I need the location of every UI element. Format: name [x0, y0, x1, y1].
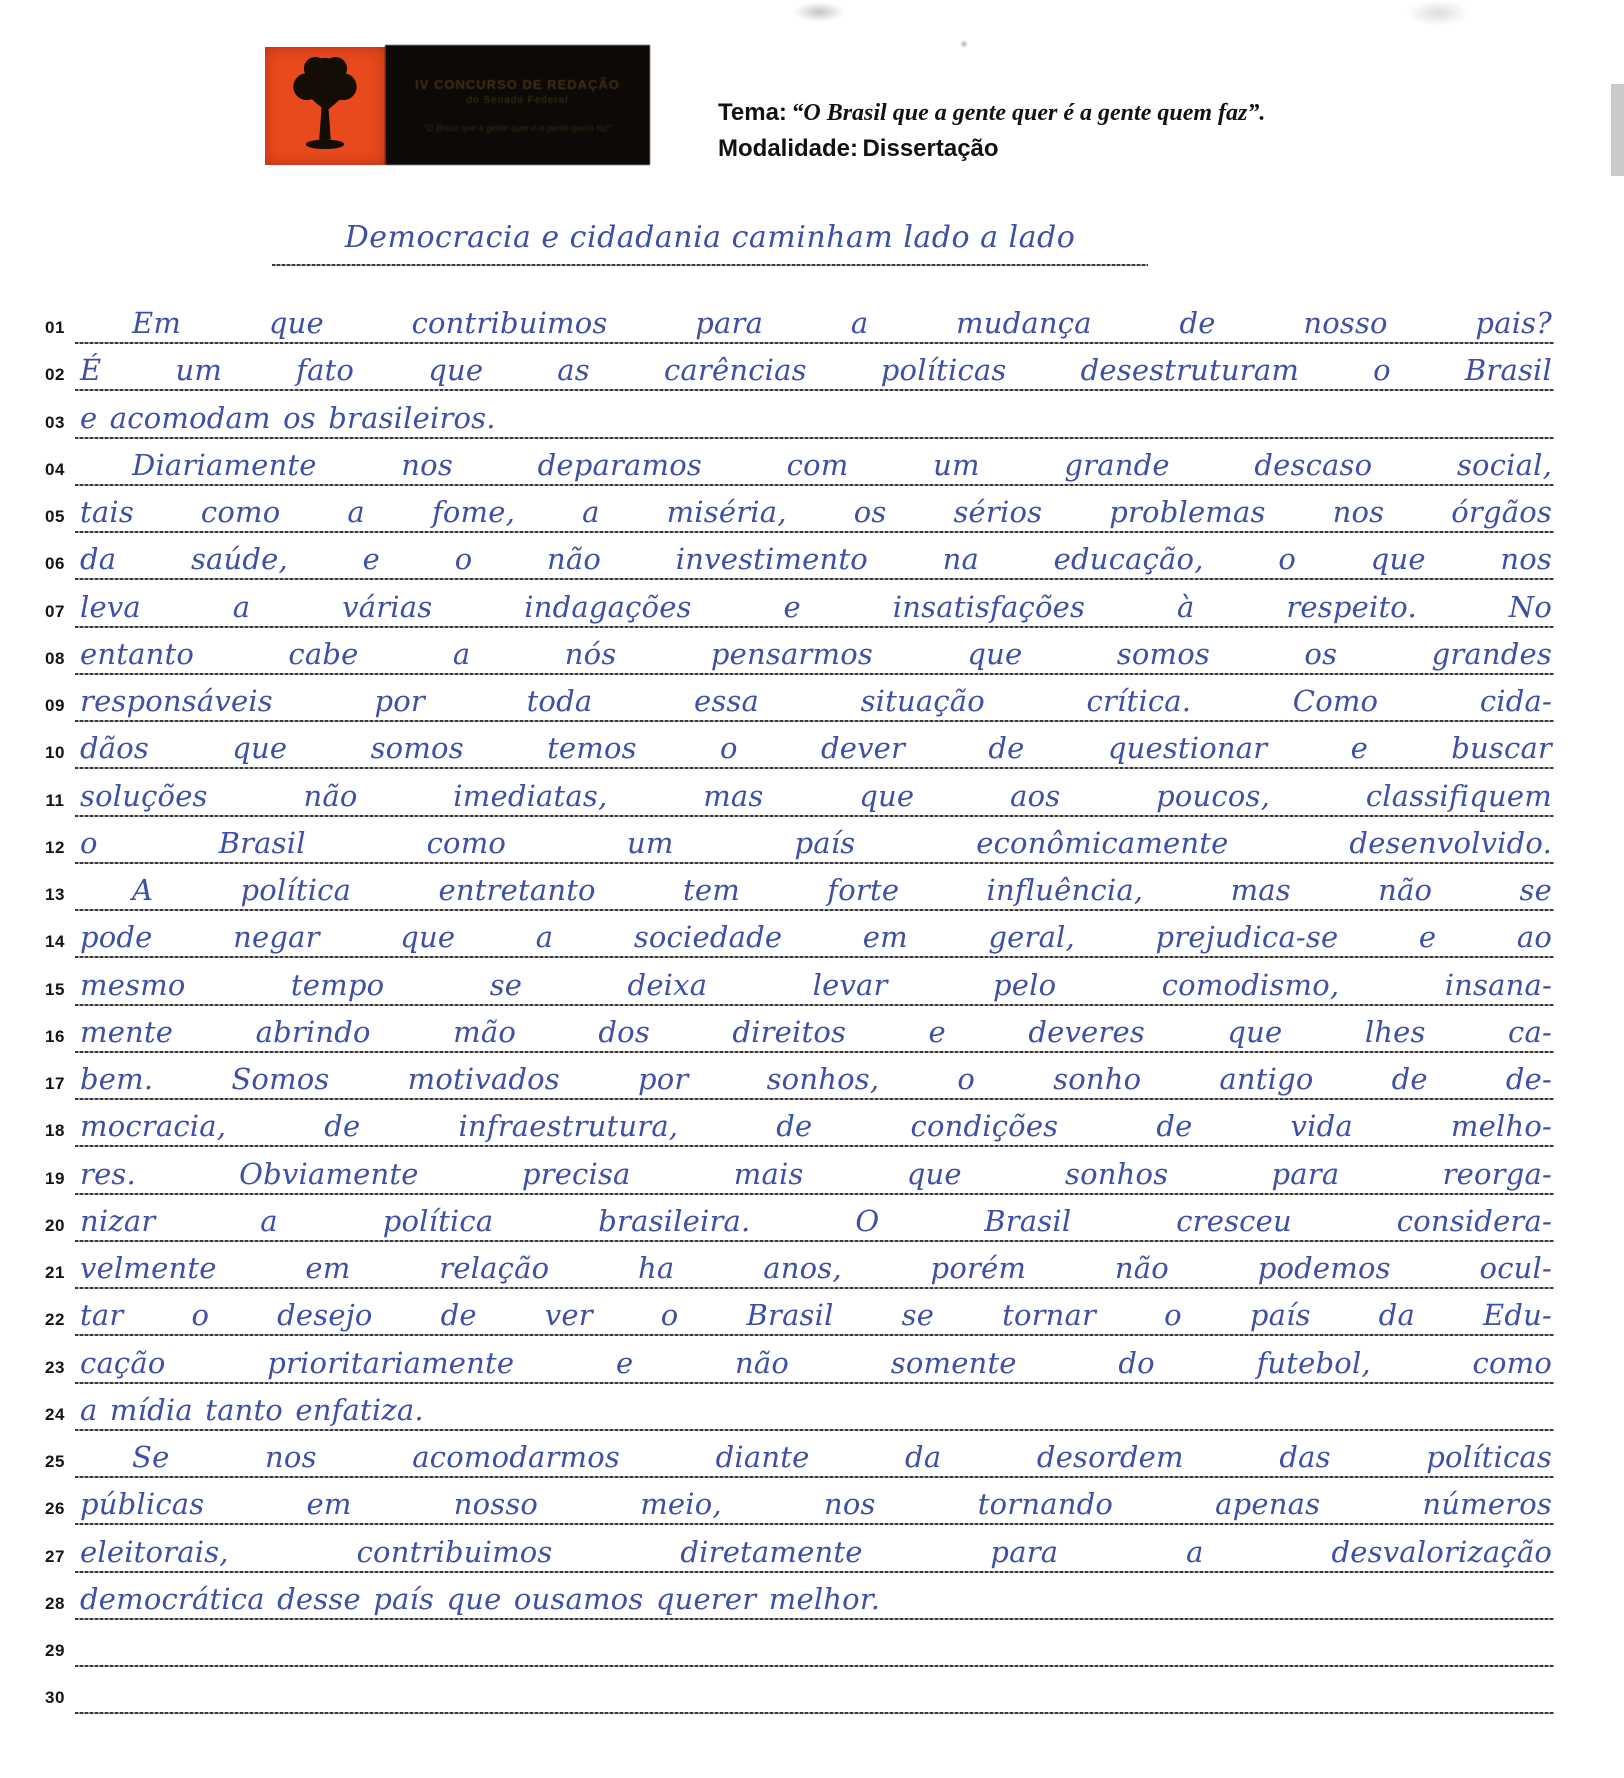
handwritten-text: o Brasil como um país econômicamente desenvolvido. — [80, 825, 1552, 860]
theme-value: “O Brasil que a gente quer é a gente quem faz”. — [791, 100, 1266, 126]
essay-line-row — [0, 1053, 1624, 1100]
line-number: 29 — [45, 1641, 65, 1660]
essay-line-row — [0, 770, 1624, 817]
scan-edge-bar — [1611, 84, 1624, 176]
line-number: 27 — [45, 1546, 65, 1566]
essay-line-row — [0, 1478, 1624, 1525]
line-number: 10 — [45, 743, 65, 763]
handwritten-text: res. Obviamente precisa mais que sonhos para reorga- — [80, 1156, 1552, 1191]
line-number: 14 — [45, 932, 65, 952]
line-number: 09 — [45, 696, 65, 715]
tree-icon — [277, 51, 373, 162]
line-number: 04 — [45, 459, 65, 479]
handwritten-text: mente abrindo mão dos direitos e deveres que lhes ca- — [80, 1014, 1552, 1049]
line-number: 21 — [45, 1263, 65, 1282]
line-number: 19 — [45, 1168, 65, 1188]
handwritten-text: nizar a política brasileira. O Brasil cresceu considera- — [80, 1203, 1552, 1238]
essay-line-row — [0, 1242, 1624, 1289]
handwritten-text: tais como a fome, a miséria, os sérios problemas nos órgãos — [80, 495, 1552, 529]
essay-line-row — [0, 1431, 1624, 1478]
line-number: 03 — [45, 412, 65, 432]
essay-line-row — [0, 581, 1624, 628]
handwritten-text: É um fato que as carências políticas desestruturam o Brasil — [80, 353, 1552, 388]
line-number: 05 — [45, 507, 65, 526]
handwritten-text: democrática desse país que ousamos querer melhor. — [80, 1581, 881, 1616]
essay-line-row — [0, 1573, 1624, 1620]
scan-smudge — [793, 2, 845, 22]
theme-label: Tema: — [718, 99, 787, 126]
essay-line-row — [0, 911, 1624, 958]
modality-line — [718, 132, 1265, 168]
line-number: 25 — [45, 1452, 65, 1471]
essay-line-row — [0, 344, 1624, 391]
ruled-line — [75, 1712, 1554, 1714]
line-number: 20 — [45, 1215, 65, 1235]
essay-line-row — [0, 486, 1624, 533]
contest-logo-orange-panel — [265, 47, 385, 165]
handwritten-text: tar o desejo de ver o Brasil se tornar o país da Edu- — [80, 1298, 1552, 1333]
essay-line-row — [0, 1337, 1624, 1384]
scan-dot — [960, 40, 968, 48]
line-number: 15 — [45, 979, 65, 999]
line-number: 13 — [45, 885, 65, 904]
handwritten-text: mocracia, de infraestrutura, de condições de vida melho- — [80, 1109, 1552, 1144]
essay-line-row — [0, 628, 1624, 675]
handwritten-text: Diariamente nos deparamos com um grande descaso social, — [132, 447, 1552, 482]
handwritten-text: eleitorais, contribuimos diretamente para a desvalorização — [80, 1534, 1552, 1569]
line-number: 30 — [45, 1688, 65, 1708]
contest-banner — [385, 45, 650, 165]
essay-title: Democracia e cidadania caminham lado a lado — [344, 220, 1076, 255]
handwritten-text: bem. Somos motivados por sonhos, o sonho antigo de de- — [80, 1062, 1552, 1096]
line-number: 08 — [45, 648, 65, 668]
theme-line — [718, 96, 1265, 132]
handwritten-text: leva a várias indagações e insatisfações à respeito. No — [80, 589, 1552, 624]
line-number: 26 — [45, 1499, 65, 1519]
line-number: 28 — [45, 1593, 65, 1613]
line-number: 24 — [45, 1404, 65, 1424]
handwritten-text: cação prioritariamente e não somente do futebol, como — [80, 1345, 1552, 1380]
essay-line-row — [0, 297, 1624, 344]
essay-line-row — [0, 439, 1624, 486]
line-number: 07 — [45, 601, 65, 621]
essay-line-row — [0, 1100, 1624, 1147]
handwritten-text: a mídia tanto enfatiza. — [80, 1392, 424, 1427]
handwritten-text: A política entretanto tem forte influência, mas não se — [132, 873, 1552, 907]
essay-title-row — [272, 212, 1148, 268]
essay-line-row — [0, 392, 1624, 439]
handwritten-text: dãos que somos temos o dever de questionar e buscar — [80, 731, 1552, 766]
essay-line-row — [0, 1620, 1624, 1667]
handwritten-text: entanto cabe a nós pensarmos que somos os grandes — [80, 636, 1552, 671]
handwritten-text: responsáveis por toda essa situação crítica. Como cida- — [80, 684, 1552, 718]
line-number: 11 — [45, 790, 65, 810]
modality-value: Dissertação — [862, 135, 999, 162]
line-number: 16 — [45, 1026, 65, 1046]
contest-banner-theme: “O Brasil que a gente quer é a gente quem faz” — [423, 123, 612, 133]
essay-line-row — [0, 1526, 1624, 1573]
line-number: 18 — [45, 1121, 65, 1141]
line-number: 22 — [45, 1310, 65, 1330]
essay-line-row — [0, 1667, 1624, 1714]
essay-line-row — [0, 959, 1624, 1006]
handwritten-text: soluções não imediatas, mas que aos poucos, classifiquem — [80, 778, 1552, 813]
essay-line-row — [0, 675, 1624, 722]
essay-line-row — [0, 1148, 1624, 1195]
line-number: 17 — [45, 1074, 65, 1093]
contest-banner-title: IV CONCURSO DE REDAÇÃO — [415, 77, 620, 92]
contest-banner-subtitle: do Senado Federal — [466, 95, 569, 106]
handwritten-text: pode negar que a sociedade em geral, prejudica-se e ao — [80, 920, 1552, 955]
handwritten-text: Em que contribuimos para a mudança de nosso pais? — [132, 306, 1552, 340]
handwritten-text: mesmo tempo se deixa levar pelo comodismo, insana- — [80, 967, 1552, 1002]
line-number: 01 — [45, 318, 65, 337]
line-number: 12 — [45, 837, 65, 857]
essay-line-row — [0, 1006, 1624, 1053]
essay-line-row — [0, 1289, 1624, 1336]
essay-line-row — [0, 533, 1624, 580]
theme-block — [718, 96, 1265, 168]
line-number: 02 — [45, 365, 65, 385]
essay-line-row — [0, 1195, 1624, 1242]
handwritten-text: e acomodam os brasileiros. — [80, 400, 496, 435]
line-number: 06 — [45, 554, 65, 574]
essay-line-row — [0, 864, 1624, 911]
handwritten-text: velmente em relação ha anos, porém não podemos ocul- — [80, 1251, 1552, 1285]
essay-line-row — [0, 817, 1624, 864]
line-number: 23 — [45, 1357, 65, 1377]
handwritten-text: públicas em nosso meio, nos tornando apenas números — [80, 1487, 1552, 1522]
handwritten-text: Se nos acomodarmos diante da desordem das políticas — [132, 1440, 1552, 1474]
essay-line-row — [0, 722, 1624, 769]
essay-line-row — [0, 1384, 1624, 1431]
handwritten-text: da saúde, e o não investimento na educação, o que nos — [80, 542, 1552, 577]
modality-label: Modalidade: — [718, 135, 859, 162]
scan-smudge — [1406, 0, 1470, 26]
